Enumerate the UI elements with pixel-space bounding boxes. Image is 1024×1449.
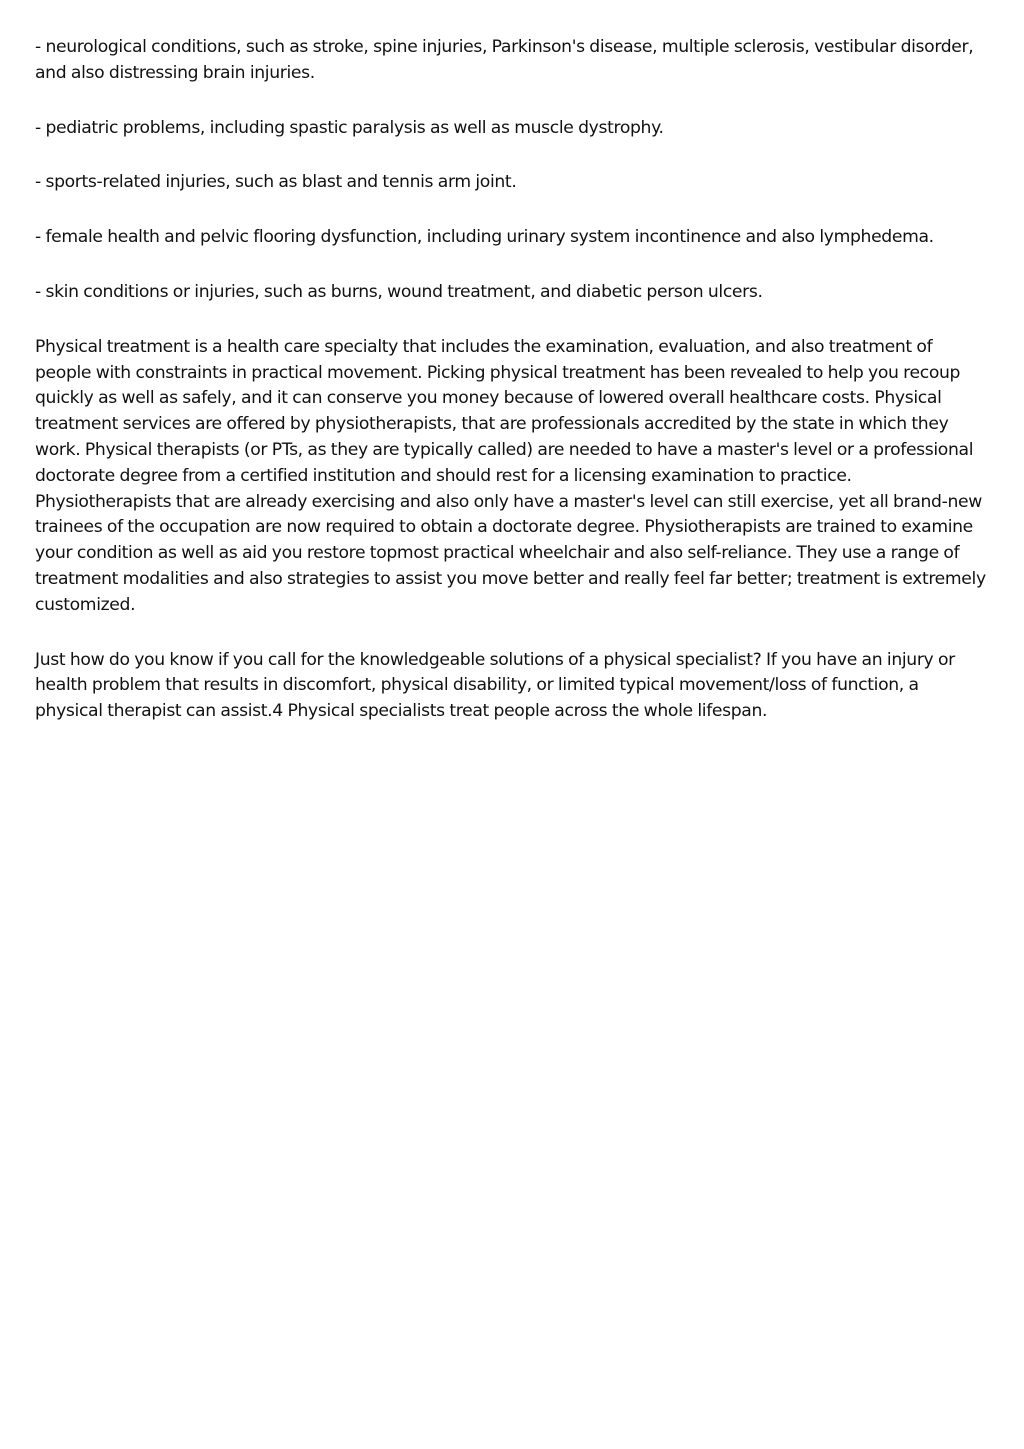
bullet-skin-conditions: - skin conditions or injuries, such as burns, wound treatment, and diabetic person ulcers. <box>35 281 763 302</box>
paragraph-when-to-call: Just how do you know if you call for the knowledgeable solutions of a physical specialist? If you have an injury or health problem that results in discomfort, physical disability, or limited typical movement/loss of function, a physical therapist can assist.4 Physical specialists treat people across the whole lifespan. <box>35 649 955 722</box>
bullet-female-health: - female health and pelvic flooring dysfunction, including urinary system incontinence and also lymphedema. <box>35 227 934 248</box>
bullet-pediatric-problems: - pediatric problems, including spastic paralysis as well as muscle dystrophy. <box>35 117 664 138</box>
bullet-sports-injuries: - sports-related injuries, such as blast and tennis arm joint. <box>35 172 517 193</box>
paragraph-physical-treatment: Physical treatment is a health care specialty that includes the examination, evaluation, and also treatment of people with constraints in practical movement. Picking physical treatment has been revealed to help you recoup quickly as well as safely, and it can conserve you money because of lowered overall healthcare costs. Physical treatment services are offered by physiotherapists, that are professionals accredited by the state in which they work. Physical therapists (or PTs, as they are typically called) are needed to have a master's level or a professional doctorate degree from a certified institution and should rest for a licensing examination to practice. Physiotherapists that are already exercising and also only have a master's level can still exercise, yet all brand-new trainees of the occupation are now required to obtain a doctorate degree. Physiotherapists are trained to examine your condition as well as aid you restore topmost practical wheelchair and also self-reliance. They use a range of treatment modalities and also strategies to assist you move better and really feel far better; treatment is extremely customized. <box>35 336 986 615</box>
bullet-neurological-conditions: - neurological conditions, such as stroke, spine injuries, Parkinson's disease, multiple sclerosis, vestibular disorder, and also distressing brain injuries. <box>35 37 974 83</box>
document-page <box>35 35 990 754</box>
